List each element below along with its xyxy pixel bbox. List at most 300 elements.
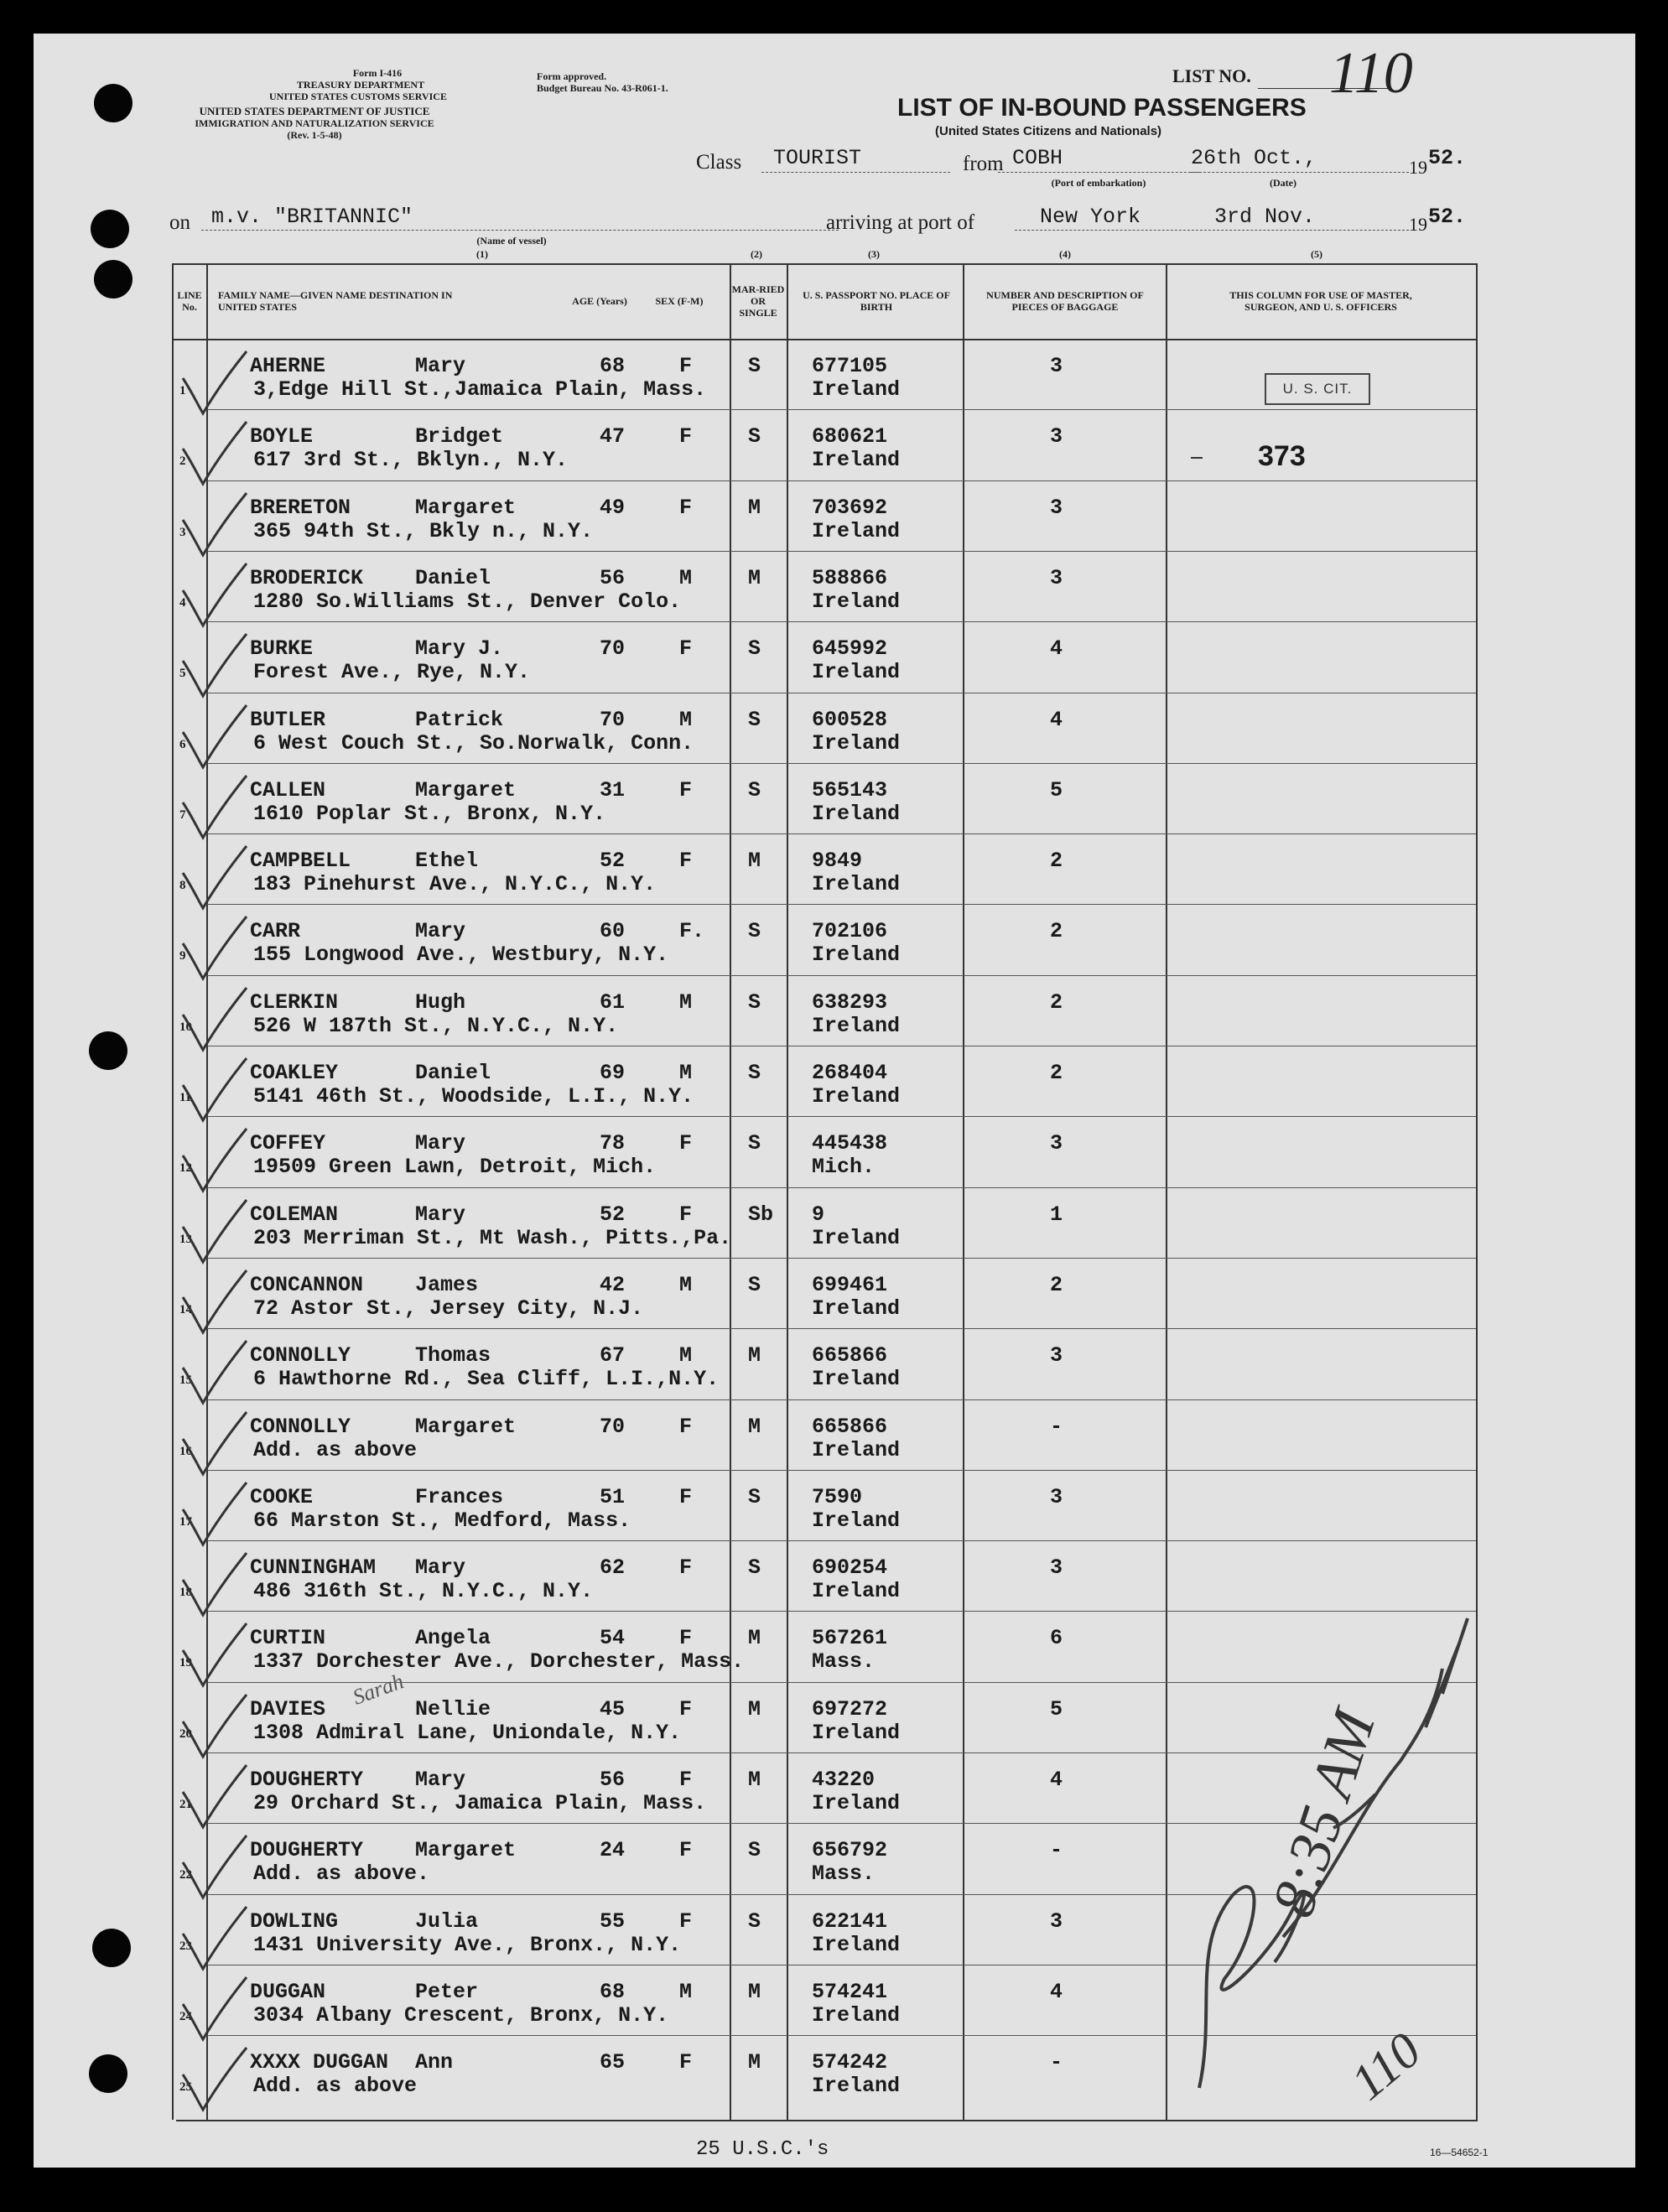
passenger-age: 52 — [600, 1202, 626, 1227]
passenger-address: Add. as above. — [253, 1862, 430, 1887]
passenger-age: 42 — [600, 1272, 626, 1297]
passenger-family-name: CONCANNON — [250, 1272, 364, 1297]
passenger-given-name: Mary J. — [415, 636, 504, 662]
passenger-birthplace: Mich. — [812, 1155, 876, 1180]
row-separator — [205, 904, 1476, 905]
passenger-address: 203 Merriman St., Mt Wash., Pitts.,Pa. — [253, 1225, 732, 1250]
col-divider — [787, 263, 788, 2120]
passenger-sex: F — [679, 1626, 693, 1651]
check-mark-icon — [176, 557, 252, 636]
budget-bureau: Budget Bureau No. 43-R061-1. — [537, 82, 668, 94]
check-mark-icon — [176, 769, 252, 849]
passenger-marital-status: S — [748, 1061, 761, 1085]
passenger-address: 1308 Admiral Lane, Uniondale, N.Y. — [253, 1720, 682, 1745]
line-number: 13 — [179, 1232, 192, 1246]
passenger-marital-status: M — [748, 1768, 761, 1792]
line-number: 7 — [179, 807, 186, 822]
passenger-passport-no: 690254 — [812, 1555, 888, 1581]
check-mark-icon — [176, 839, 252, 919]
passenger-baggage: 6 — [1050, 1626, 1063, 1651]
passenger-marital-status: S — [748, 1555, 761, 1581]
passenger-given-name: Mary — [415, 1555, 466, 1581]
check-mark-icon — [176, 1900, 252, 1980]
passenger-sex: F — [679, 849, 693, 874]
passenger-baggage: 3 — [1050, 565, 1063, 590]
passenger-sex: M — [679, 1272, 693, 1297]
row-separator — [205, 1470, 1476, 1471]
passenger-baggage: 2 — [1050, 919, 1063, 944]
passenger-age: 47 — [600, 424, 626, 449]
passenger-address: 183 Pinehurst Ave., N.Y.C., N.Y. — [253, 872, 657, 897]
from-label: from — [963, 153, 1004, 175]
arrival-date: 3rd Nov. — [1214, 205, 1316, 229]
line-number: 15 — [179, 1373, 192, 1388]
passenger-address: 1610 Poplar St., Bronx, N.Y. — [253, 801, 606, 826]
passenger-passport-no: 702106 — [812, 919, 888, 944]
passenger-passport-no: 680621 — [812, 424, 888, 449]
line-number: 19 — [179, 1656, 192, 1670]
passenger-baggage: 3 — [1050, 495, 1063, 520]
passenger-family-name: CAMPBELL — [250, 849, 351, 874]
check-mark-icon — [176, 1334, 252, 1414]
arrival-underline — [1015, 230, 1409, 231]
line-number: 6 — [179, 737, 186, 751]
handwritten-time: 8:35 AM — [1258, 1702, 1389, 1925]
passenger-list-page — [34, 34, 1635, 2168]
passenger-passport-no: 9 — [812, 1202, 825, 1227]
passenger-birthplace: Ireland — [812, 942, 901, 968]
check-mark-icon — [176, 910, 252, 989]
passenger-passport-no: 7590 — [812, 1484, 863, 1509]
passenger-given-name: Peter — [415, 1979, 479, 2004]
passenger-birthplace: Ireland — [812, 1932, 901, 1957]
us-citizen-stamp: U. S. CIT. — [1265, 373, 1370, 405]
passenger-birthplace: Ireland — [812, 872, 901, 897]
passenger-baggage: 3 — [1050, 1343, 1063, 1368]
punch-hole — [94, 84, 133, 122]
passenger-family-name: DAVIES — [250, 1696, 326, 1721]
customs-service: UNITED STATES CUSTOMS SERVICE — [269, 91, 447, 102]
vessel-name: m.v. "BRITANNIC" — [211, 205, 413, 229]
embark-year: 52. — [1428, 146, 1467, 170]
passenger-given-name: Ethel — [415, 849, 479, 874]
passenger-family-name: BRERETON — [250, 495, 351, 520]
passenger-marital-status: S — [748, 919, 761, 944]
passenger-marital-status: M — [748, 1343, 761, 1368]
passenger-address: 617 3rd St., Bklyn., N.Y. — [253, 448, 569, 473]
line-number: 4 — [179, 595, 186, 610]
punch-hole — [89, 1031, 127, 1070]
list-no-label: LIST NO. — [1172, 65, 1251, 86]
form-approved: Form approved. — [537, 70, 607, 82]
passenger-birthplace: Ireland — [812, 1367, 901, 1392]
passenger-family-name: DUGGAN — [250, 1979, 326, 2004]
check-mark-icon — [176, 1617, 252, 1696]
punch-hole — [91, 210, 129, 248]
passenger-given-name: Margaret — [415, 1838, 517, 1863]
passenger-passport-no: 677105 — [812, 354, 888, 378]
line-number: 14 — [179, 1302, 192, 1316]
line-number: 9 — [179, 949, 186, 963]
passenger-passport-no: 665866 — [812, 1343, 888, 1368]
passenger-address: 66 Marston St., Medford, Mass. — [253, 1508, 631, 1533]
check-mark-icon — [176, 1051, 252, 1131]
passenger-given-name: Ann — [415, 2050, 454, 2075]
passenger-birthplace: Ireland — [812, 448, 901, 473]
form-number: Form I-416 — [352, 67, 403, 79]
row-separator — [205, 1258, 1476, 1259]
footer-total: 25 U.S.C.'s — [696, 2138, 829, 2161]
passenger-family-name: COFFEY — [250, 1131, 326, 1156]
passenger-baggage: 2 — [1050, 1272, 1063, 1297]
passenger-given-name: Nellie — [415, 1696, 491, 1721]
row-separator — [205, 551, 1476, 552]
line-number: 16 — [179, 1444, 192, 1458]
passenger-birthplace: Ireland — [812, 2002, 901, 2028]
passenger-age: 67 — [600, 1343, 626, 1368]
class-underline — [761, 172, 950, 173]
passenger-baggage: 2 — [1050, 1061, 1063, 1085]
passenger-address: 1431 University Ave., Bronx., N.Y. — [253, 1932, 682, 1957]
passenger-marital-status: M — [748, 565, 761, 590]
passenger-birthplace: Ireland — [812, 589, 901, 614]
on-label: on — [169, 211, 190, 234]
row-separator — [205, 409, 1476, 410]
passenger-birthplace: Ireland — [812, 730, 901, 756]
passenger-baggage: 3 — [1050, 424, 1063, 449]
col-num-2: (2) — [751, 248, 762, 260]
passenger-family-name: BURKE — [250, 636, 314, 662]
passenger-marital-status: M — [748, 495, 761, 520]
passenger-family-name: CALLEN — [250, 777, 326, 802]
passenger-given-name: Margaret — [415, 777, 517, 802]
passenger-sex: F — [679, 1696, 693, 1721]
passenger-sex: F — [679, 1484, 693, 1509]
col-num-1: (1) — [476, 248, 488, 260]
passenger-family-name: COOKE — [250, 1484, 314, 1509]
page-subtitle: (United States Citizens and Nationals) — [935, 124, 1162, 138]
passenger-given-name: Thomas — [415, 1343, 491, 1368]
table-header-border — [172, 339, 1478, 340]
check-mark-icon — [176, 2041, 252, 2121]
check-mark-icon — [176, 698, 252, 778]
line-number: 11 — [179, 1091, 192, 1104]
arrival-port: New York — [1040, 205, 1141, 229]
passenger-sex: F — [679, 2050, 693, 2075]
line-number: 3 — [179, 525, 186, 539]
header-sex: SEX (F-M) — [655, 295, 704, 307]
passenger-given-name: Mary — [415, 1768, 466, 1792]
header-passport: U. S. PASSPORT NO. PLACE OF BIRTH — [803, 289, 950, 313]
passenger-baggage: 3 — [1050, 1131, 1063, 1156]
officer-dash — [1191, 457, 1203, 459]
passenger-sex: M — [679, 565, 693, 590]
passenger-address: 6 West Couch St., So.Norwalk, Conn. — [253, 730, 694, 756]
from-underline — [998, 172, 1199, 173]
passenger-age: 55 — [600, 1908, 626, 1934]
header-line-no: LINE No. — [177, 289, 202, 313]
check-mark-icon — [176, 1758, 252, 1838]
page-title: LIST OF IN-BOUND PASSENGERS — [897, 94, 1307, 122]
vessel-underline — [201, 230, 839, 231]
passenger-birthplace: Ireland — [812, 1437, 901, 1462]
footer-code: 16—54652-1 — [1430, 2147, 1489, 2158]
passenger-address: Forest Ave., Rye, N.Y. — [253, 660, 531, 685]
row-separator — [205, 1328, 1476, 1329]
passenger-given-name: Frances — [415, 1484, 504, 1509]
ins-service: IMMIGRATION AND NATURALIZATION SERVICE — [195, 117, 434, 129]
passenger-family-name: CONNOLLY — [250, 1414, 351, 1439]
passenger-baggage: 4 — [1050, 707, 1063, 732]
passenger-sex: F — [679, 1131, 693, 1156]
passenger-sex: F — [679, 495, 693, 520]
passenger-passport-no: 574242 — [812, 2050, 888, 2075]
passenger-baggage: 1 — [1050, 1202, 1063, 1227]
row-separator — [205, 975, 1476, 976]
passenger-passport-no: 645992 — [812, 636, 888, 662]
passenger-age: 70 — [600, 1414, 626, 1439]
passenger-baggage: 3 — [1050, 354, 1063, 378]
passenger-birthplace: Mass. — [812, 1649, 876, 1675]
class-label: Class — [696, 151, 742, 174]
passenger-sex: F — [679, 1768, 693, 1792]
passenger-address: 1280 So.Williams St., Denver Colo. — [253, 589, 682, 614]
handwritten-list-no: 110 — [1340, 2022, 1432, 2111]
col-divider — [963, 263, 964, 2120]
punch-hole — [89, 2054, 127, 2093]
passenger-marital-status: S — [748, 1131, 761, 1156]
passenger-baggage: 4 — [1050, 1979, 1063, 2004]
from-value: COBH — [1012, 146, 1063, 170]
row-separator — [205, 1399, 1476, 1400]
passenger-birthplace: Ireland — [812, 1579, 901, 1604]
passenger-birthplace: Ireland — [812, 1720, 901, 1745]
passenger-family-name: BUTLER — [250, 707, 326, 732]
passenger-sex: M — [679, 1979, 693, 2004]
passenger-baggage: 5 — [1050, 1696, 1063, 1721]
line-number: 23 — [179, 1939, 192, 1953]
passenger-age: 56 — [600, 565, 626, 590]
passenger-given-name: Angela — [415, 1626, 491, 1651]
passenger-passport-no: 665866 — [812, 1414, 888, 1439]
passenger-address: 486 316th St., N.Y.C., N.Y. — [253, 1579, 594, 1604]
passenger-age: 45 — [600, 1696, 626, 1721]
passenger-baggage: - — [1050, 2050, 1063, 2075]
passenger-marital-status: S — [748, 1908, 761, 1934]
line-number: 2 — [179, 454, 186, 469]
passenger-baggage: 2 — [1050, 849, 1063, 874]
header-baggage: NUMBER AND DESCRIPTION OF PIECES OF BAGGAGE — [986, 289, 1144, 313]
passenger-sex: F — [679, 1202, 693, 1227]
check-mark-icon — [176, 1546, 252, 1626]
passenger-address: 1337 Dorchester Ave., Dorchester, Mass. — [253, 1649, 745, 1675]
passenger-age: 61 — [600, 989, 626, 1015]
passenger-sex: F — [679, 1908, 693, 1934]
passenger-family-name: DOUGHERTY — [250, 1838, 364, 1863]
passenger-passport-no: 697272 — [812, 1696, 888, 1721]
passenger-marital-status: M — [748, 1626, 761, 1651]
line-number: 5 — [179, 667, 186, 681]
line-number: 24 — [179, 2009, 192, 2023]
passenger-given-name: Margaret — [415, 495, 517, 520]
passenger-birthplace: Ireland — [812, 1013, 901, 1038]
passenger-baggage: 3 — [1050, 1555, 1063, 1581]
passenger-age: 62 — [600, 1555, 626, 1581]
passenger-baggage: 3 — [1050, 1484, 1063, 1509]
passenger-birthplace: Ireland — [812, 377, 901, 402]
passenger-address: 5141 46th St., Woodside, L.I., N.Y. — [253, 1084, 694, 1109]
passenger-address: 72 Astor St., Jersey City, N.J. — [253, 1296, 644, 1321]
passenger-baggage: 2 — [1050, 989, 1063, 1015]
check-mark-icon — [176, 627, 252, 707]
row-separator — [205, 480, 1476, 481]
passenger-passport-no: 656792 — [812, 1838, 888, 1863]
passenger-age: 78 — [600, 1131, 626, 1156]
passenger-sex: M — [679, 1061, 693, 1085]
col-divider — [730, 263, 731, 2120]
passenger-age: 60 — [600, 919, 626, 944]
check-mark-icon — [176, 415, 252, 495]
passenger-passport-no: 565143 — [812, 777, 888, 802]
passenger-baggage: 4 — [1050, 1768, 1063, 1792]
passenger-marital-status: M — [748, 1414, 761, 1439]
officer-number: 373 — [1258, 440, 1306, 472]
passenger-marital-status: M — [748, 1696, 761, 1721]
passenger-passport-no: 445438 — [812, 1131, 888, 1156]
passenger-age: 51 — [600, 1484, 626, 1509]
passenger-marital-status: S — [748, 1838, 761, 1863]
check-mark-icon — [176, 1405, 252, 1485]
line-number: 22 — [179, 1868, 192, 1882]
date-caption: (Date) — [1270, 177, 1296, 189]
passenger-passport-no: 567261 — [812, 1626, 888, 1651]
passenger-given-name: Mary — [415, 1202, 466, 1227]
passenger-marital-status: S — [748, 1484, 761, 1509]
arrival-year: 52. — [1428, 205, 1467, 229]
justice-dept: UNITED STATES DEPARTMENT OF JUSTICE — [199, 105, 430, 117]
col-num-3: (3) — [868, 248, 880, 260]
passenger-sex: F — [679, 354, 693, 378]
handwritten-sarah: Sarah — [349, 1669, 408, 1710]
passenger-age: 70 — [600, 636, 626, 662]
check-mark-icon — [176, 1688, 252, 1768]
passenger-family-name: BOYLE — [250, 424, 314, 449]
passenger-family-name: DOUGHERTY — [250, 1768, 364, 1792]
passenger-sex: F — [679, 1414, 693, 1439]
table-right-border — [1476, 263, 1478, 2120]
passenger-given-name: Mary — [415, 354, 466, 378]
passenger-sex: F. — [679, 919, 705, 944]
passenger-address: 3034 Albany Crescent, Bronx, N.Y. — [253, 2002, 669, 2028]
passenger-marital-status: S — [748, 424, 761, 449]
passenger-address: 6 Hawthorne Rd., Sea Cliff, L.I.,N.Y. — [253, 1367, 720, 1392]
passenger-marital-status: S — [748, 777, 761, 802]
passenger-passport-no: 43220 — [812, 1768, 876, 1792]
line-number: 12 — [179, 1161, 192, 1176]
check-mark-icon — [176, 1264, 252, 1343]
line-number: 1 — [179, 384, 186, 397]
passenger-age: 24 — [600, 1838, 626, 1863]
check-mark-icon — [176, 1971, 252, 2050]
embark-year-prefix: 19 — [1409, 157, 1427, 178]
passenger-family-name: CUNNINGHAM — [250, 1555, 377, 1581]
passenger-marital-status: S — [748, 707, 761, 732]
passenger-marital-status: S — [748, 636, 761, 662]
passenger-passport-no: 600528 — [812, 707, 888, 732]
passenger-passport-no: 699461 — [812, 1272, 888, 1297]
check-mark-icon — [176, 1829, 252, 1908]
check-mark-icon — [176, 486, 252, 566]
line-number: 8 — [179, 879, 186, 893]
passenger-given-name: Margaret — [415, 1414, 517, 1439]
passenger-family-name: CLERKIN — [250, 989, 339, 1015]
passenger-passport-no: 703692 — [812, 495, 888, 520]
passenger-sex: F — [679, 1838, 693, 1863]
row-separator — [205, 763, 1476, 764]
check-mark-icon — [176, 345, 252, 424]
passenger-family-name: CONNOLLY — [250, 1343, 351, 1368]
revision: (Rev. 1-5-48) — [287, 129, 342, 141]
table-left-border — [172, 263, 174, 2120]
passenger-birthplace: Ireland — [812, 1084, 901, 1109]
passenger-address: 19509 Green Lawn, Detroit, Mich. — [253, 1155, 657, 1180]
passenger-address: 155 Longwood Ave., Westbury, N.Y. — [253, 942, 669, 968]
passenger-address: 526 W 187th St., N.Y.C., N.Y. — [253, 1013, 619, 1038]
check-mark-icon — [176, 981, 252, 1061]
passenger-address: Add. as above — [253, 1437, 418, 1462]
treasury-dept: TREASURY DEPARTMENT — [296, 79, 425, 91]
passenger-given-name: Julia — [415, 1908, 479, 1934]
passenger-family-name: COAKLEY — [250, 1061, 339, 1085]
embark-date: 26th Oct., — [1191, 146, 1317, 170]
passenger-passport-no: 268404 — [812, 1061, 888, 1085]
passenger-family-name: AHERNE — [250, 354, 326, 378]
passenger-given-name: Bridget — [415, 424, 504, 449]
header-officers: THIS COLUMN FOR USE OF MASTER, SURGEON, AND U. S. OFFICERS — [1229, 289, 1412, 313]
check-mark-icon — [176, 1476, 252, 1555]
passenger-baggage: - — [1050, 1838, 1063, 1863]
passenger-baggage: - — [1050, 1414, 1063, 1439]
check-mark-icon — [176, 1193, 252, 1273]
passenger-age: 31 — [600, 777, 626, 802]
check-mark-icon — [176, 1122, 252, 1202]
passenger-passport-no: 588866 — [812, 565, 888, 590]
passenger-family-name: CURTIN — [250, 1626, 326, 1651]
passenger-family-name: BRODERICK — [250, 565, 364, 590]
punch-hole — [92, 1929, 131, 1967]
passenger-age: 68 — [600, 1979, 626, 2004]
passenger-marital-status: S — [748, 354, 761, 378]
passenger-sex: F — [679, 424, 693, 449]
passenger-birthplace: Ireland — [812, 1508, 901, 1533]
header-married: MAR-RIED OR SINGLE — [731, 283, 785, 319]
row-separator — [205, 1187, 1476, 1188]
passenger-family-name: DOWLING — [250, 1908, 339, 1934]
line-number: 25 — [179, 2080, 192, 2095]
passenger-sex: F — [679, 777, 693, 802]
header-age: AGE (Years) — [572, 295, 627, 307]
line-number: 17 — [179, 1514, 192, 1529]
line-number: 10 — [179, 1020, 192, 1034]
col-num-4: (4) — [1059, 248, 1071, 260]
passenger-marital-status: M — [748, 849, 761, 874]
row-separator — [205, 833, 1476, 834]
passenger-baggage: 3 — [1050, 1908, 1063, 1934]
row-separator — [205, 621, 1476, 622]
passenger-address: Add. as above — [253, 2074, 418, 2099]
passenger-age: 54 — [600, 1626, 626, 1651]
passenger-marital-status: S — [748, 1272, 761, 1297]
